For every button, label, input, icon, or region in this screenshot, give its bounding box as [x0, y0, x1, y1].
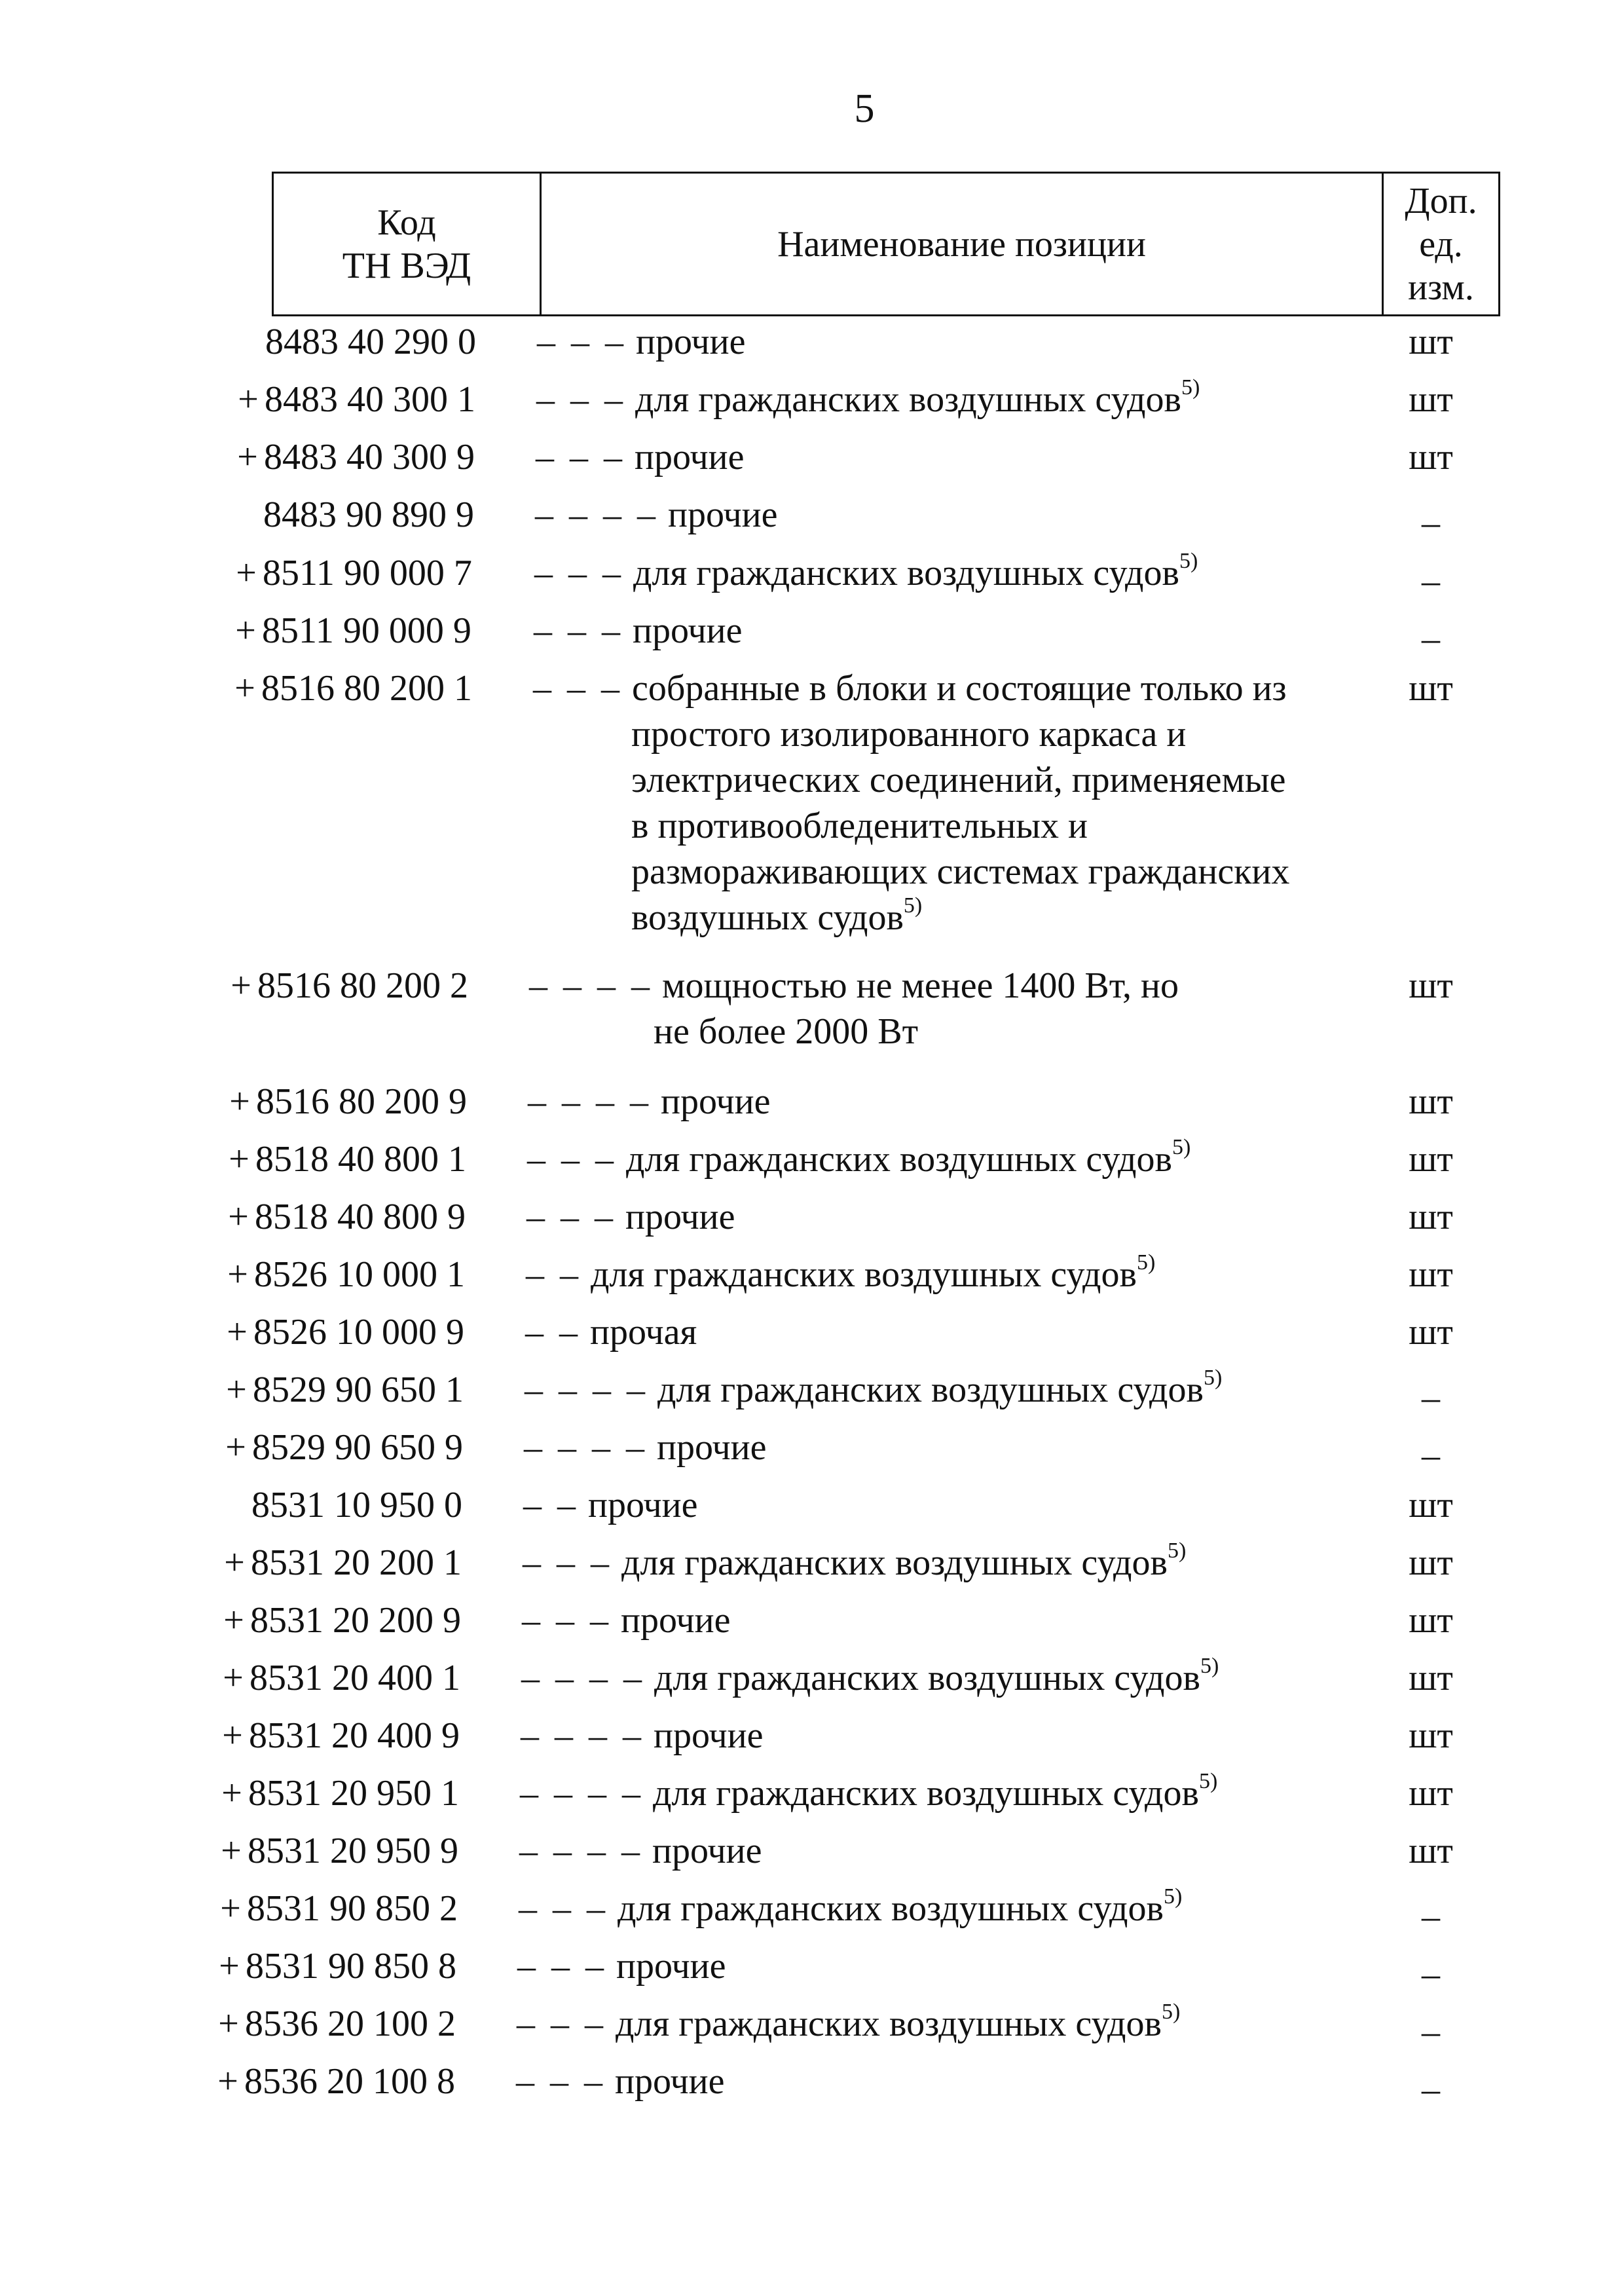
tn-ved-code: 8531 20 400 1: [249, 1658, 460, 1698]
unit-value: шт: [1409, 1254, 1453, 1295]
footnote-ref: 5): [1136, 1250, 1156, 1275]
header-code-line-2: ТН ВЭД: [342, 245, 471, 286]
position-name-line: прочие: [668, 494, 778, 535]
unit-value: шт: [1409, 379, 1453, 420]
change-marker: +: [229, 1081, 250, 1122]
position-name-line: мощностью не менее 1400 Вт, но: [662, 965, 1179, 1006]
unit-value: –: [1422, 1435, 1440, 1476]
unit-value: –: [1422, 1896, 1440, 1937]
position-name: [525, 1309, 1324, 1355]
level-dashes: – – –: [534, 553, 624, 593]
tn-ved-code: 8511 90 000 9: [262, 610, 471, 651]
position-name-line: для гражданских воздушных судов: [621, 1542, 1168, 1583]
position-name: [534, 550, 1333, 596]
tn-ved-code: 8516 80 200 1: [261, 668, 472, 709]
position-name: [519, 1828, 1318, 1874]
unit-value: шт: [1409, 1773, 1453, 1814]
tn-ved-code: 8536 20 100 8: [244, 2061, 455, 2102]
position-name-line: прочие: [661, 1081, 771, 1122]
level-dashes: – – –: [537, 322, 627, 362]
level-dashes: – –: [526, 1254, 581, 1295]
change-marker: +: [231, 965, 251, 1006]
tn-ved-code: 8531 90 850 8: [246, 1946, 456, 1987]
change-marker: +: [237, 437, 258, 477]
position-name: [536, 377, 1335, 422]
level-dashes: – – – –: [524, 1427, 648, 1468]
tn-ved-code: 8483 40 290 0: [265, 322, 476, 362]
position-name-line: прочие: [616, 1946, 726, 1987]
change-marker: +: [219, 1946, 240, 1987]
level-dashes: – – –: [519, 1888, 608, 1929]
position-name: [519, 1886, 1318, 1931]
position-name-line: воздушных судов: [631, 897, 904, 938]
tn-ved-code: 8529 90 650 9: [252, 1427, 463, 1468]
position-name-line: прочие: [657, 1427, 767, 1468]
continuation-line: [533, 757, 1332, 803]
position-name-line: для гражданских воздушных судов: [635, 379, 1181, 420]
level-dashes: – – –: [516, 2061, 606, 2102]
level-dashes: – – –: [536, 379, 626, 420]
header-unit-line-3: изм.: [1408, 267, 1474, 308]
change-marker: +: [221, 1773, 242, 1814]
footnote-ref: 5): [903, 893, 923, 918]
level-dashes: – – –: [517, 2004, 606, 2044]
change-marker: +: [223, 1658, 244, 1698]
page-number: 5: [854, 86, 875, 131]
position-name: [517, 1943, 1316, 1989]
unit-value: –: [1422, 2069, 1440, 2110]
position-name-line: прочие: [588, 1485, 698, 1525]
change-marker: +: [220, 1888, 241, 1929]
position-name: [526, 1252, 1325, 1297]
continuation-line: [533, 849, 1332, 895]
position-name: [537, 319, 1336, 365]
change-marker: +: [217, 2061, 238, 2102]
footnote-ref: 5): [1167, 1539, 1187, 1563]
unit-value: шт: [1409, 1600, 1453, 1641]
tn-ved-code: 8529 90 650 1: [253, 1370, 464, 1410]
tn-ved-code: 8526 10 000 1: [254, 1254, 465, 1295]
footnote-ref: 5): [1203, 1366, 1223, 1390]
position-name-line: прочие: [635, 437, 745, 477]
header-unit-line-2: ед.: [1419, 223, 1463, 265]
position-name: [517, 2001, 1316, 2047]
header-name-label: Наименование позиции: [777, 223, 1146, 265]
tn-ved-code: 8526 10 000 9: [253, 1312, 464, 1353]
position-name-line: прочие: [633, 610, 743, 651]
unit-value: шт: [1409, 1312, 1453, 1353]
position-name-line: прочая: [590, 1312, 697, 1353]
level-dashes: – – – –: [525, 1370, 648, 1410]
footnote-ref: 5): [1179, 549, 1198, 573]
position-name-line: для гражданских воздушных судов: [657, 1370, 1204, 1410]
change-marker: +: [234, 668, 255, 709]
level-dashes: – – – –: [535, 494, 659, 535]
unit-value: шт: [1409, 322, 1453, 362]
tn-ved-code: 8531 90 850 2: [247, 1888, 458, 1929]
change-marker: +: [225, 1427, 246, 1468]
level-dashes: – – – –: [521, 1658, 645, 1698]
tn-ved-code: 8531 20 950 9: [248, 1831, 458, 1871]
position-name: [523, 1540, 1321, 1586]
change-marker: +: [235, 610, 256, 651]
unit-value: шт: [1409, 1658, 1453, 1698]
position-name-line: для гражданских воздушных судов: [654, 1658, 1200, 1698]
continuation-line: [529, 1009, 1328, 1054]
position-name-line: прочие: [621, 1600, 731, 1641]
level-dashes: – – –: [523, 1542, 612, 1583]
unit-value: шт: [1409, 437, 1453, 477]
position-name-line: прочие: [615, 2061, 725, 2102]
tn-ved-code: 8536 20 100 2: [245, 2004, 456, 2044]
level-dashes: – – –: [526, 1197, 616, 1237]
position-name: [516, 2059, 1315, 2104]
position-name-line: прочие: [652, 1831, 762, 1871]
unit-value: шт: [1409, 1139, 1453, 1180]
level-dashes: – –: [525, 1312, 581, 1353]
change-marker: +: [227, 1312, 248, 1353]
level-dashes: – – –: [522, 1600, 612, 1641]
tn-ved-code: 8516 80 200 2: [257, 965, 468, 1006]
continuation-line: [533, 803, 1332, 849]
position-name: [527, 1136, 1326, 1182]
change-marker: +: [228, 1197, 249, 1237]
level-dashes: – – –: [517, 1946, 607, 1987]
position-name: [529, 963, 1328, 1054]
position-name: [535, 492, 1334, 538]
tn-ved-code: 8518 40 800 9: [255, 1197, 466, 1237]
footnote-ref: 5): [1161, 2000, 1181, 2024]
tn-ved-code: 8511 90 000 7: [263, 553, 472, 593]
tn-ved-code: 8531 20 200 9: [250, 1600, 461, 1641]
level-dashes: – – – –: [521, 1715, 644, 1756]
unit-value: –: [1422, 1377, 1440, 1418]
level-dashes: – – – –: [528, 1081, 652, 1122]
tn-ved-code: 8531 20 950 1: [248, 1773, 459, 1814]
tn-ved-code: 8531 20 400 9: [249, 1715, 460, 1756]
footnote-ref: 5): [1198, 1769, 1218, 1793]
level-dashes: – – –: [534, 610, 623, 651]
position-name-line: для гражданских воздушных судов: [633, 553, 1179, 593]
level-dashes: – – – –: [520, 1773, 644, 1814]
position-name-line: электрических соединений, применяемые: [631, 760, 1286, 800]
position-name: [536, 434, 1335, 480]
tn-ved-code: 8483 90 890 9: [263, 494, 474, 535]
change-marker: +: [222, 1715, 243, 1756]
tn-ved-code: 8531 20 200 1: [251, 1542, 462, 1583]
position-name-line: для гражданских воздушных судов: [626, 1139, 1172, 1180]
unit-value: –: [1422, 2011, 1440, 2052]
position-name-line: для гражданских воздушных судов: [618, 1888, 1164, 1929]
position-name: [534, 608, 1333, 654]
change-marker: +: [223, 1600, 244, 1641]
level-dashes: – –: [523, 1485, 579, 1525]
change-marker: +: [227, 1254, 248, 1295]
footnote-ref: 5): [1200, 1654, 1219, 1678]
position-name-line: не более 2000 Вт: [654, 1011, 919, 1052]
position-name: [525, 1367, 1323, 1413]
position-name: [521, 1713, 1320, 1759]
position-name-line: прочие: [654, 1715, 764, 1756]
header-unit-line-1: Доп.: [1405, 180, 1477, 221]
change-marker: +: [226, 1370, 247, 1410]
tn-ved-code: 8483 40 300 1: [265, 379, 475, 420]
position-name: [523, 1482, 1322, 1528]
position-name: [526, 1194, 1325, 1240]
position-name-line: в противообледенительных и: [631, 806, 1088, 846]
position-name-line: для гражданских воздушных судов: [616, 2004, 1162, 2044]
position-name: [533, 665, 1332, 941]
level-dashes: – – –: [536, 437, 625, 477]
tn-ved-code: 8531 10 950 0: [251, 1485, 462, 1525]
change-marker: +: [221, 1831, 242, 1871]
unit-value: шт: [1409, 965, 1453, 1006]
footnote-ref: 5): [1163, 1884, 1183, 1909]
level-dashes: – – – –: [529, 965, 653, 1006]
level-dashes: – – –: [533, 668, 623, 709]
position-name-line: прочие: [636, 322, 746, 362]
tn-ved-code: 8483 40 300 9: [264, 437, 475, 477]
position-name: [524, 1425, 1323, 1470]
unit-value: шт: [1409, 1485, 1453, 1525]
tn-ved-code: 8518 40 800 1: [255, 1139, 466, 1180]
level-dashes: – – –: [527, 1139, 617, 1180]
position-name-line: для гражданских воздушных судов: [653, 1773, 1199, 1814]
change-marker: +: [224, 1542, 245, 1583]
change-marker: +: [218, 2004, 239, 2044]
unit-value: –: [1422, 561, 1440, 601]
position-name-line: простого изолированного каркаса и: [631, 714, 1187, 755]
position-name-line: собранные в блоки и состоящие только из: [632, 668, 1287, 709]
position-name: [521, 1655, 1320, 1701]
unit-value: шт: [1409, 668, 1453, 709]
unit-value: шт: [1409, 1081, 1453, 1122]
unit-value: шт: [1409, 1197, 1453, 1237]
position-name-line: прочие: [625, 1197, 735, 1237]
unit-value: –: [1422, 1954, 1440, 1994]
unit-value: шт: [1409, 1831, 1453, 1871]
change-marker: +: [229, 1139, 249, 1180]
continuation-line: [533, 895, 1332, 941]
change-marker: +: [236, 553, 257, 593]
position-name: [528, 1079, 1327, 1125]
position-name-line: размораживающих системах гражданских: [631, 851, 1290, 892]
position-name-line: для гражданских воздушных судов: [591, 1254, 1137, 1295]
level-dashes: – – – –: [519, 1831, 643, 1871]
footnote-ref: 5): [1181, 375, 1200, 400]
unit-value: –: [1422, 502, 1440, 543]
unit-value: –: [1422, 618, 1440, 659]
header-code-line-1: Код: [377, 202, 436, 243]
footnote-ref: 5): [1172, 1135, 1191, 1159]
tn-ved-code: 8516 80 200 9: [256, 1081, 467, 1122]
change-marker: +: [238, 379, 259, 420]
position-name: [522, 1597, 1321, 1643]
unit-value: шт: [1409, 1715, 1453, 1756]
unit-value: шт: [1409, 1542, 1453, 1583]
continuation-line: [533, 711, 1332, 757]
position-name: [520, 1770, 1319, 1816]
